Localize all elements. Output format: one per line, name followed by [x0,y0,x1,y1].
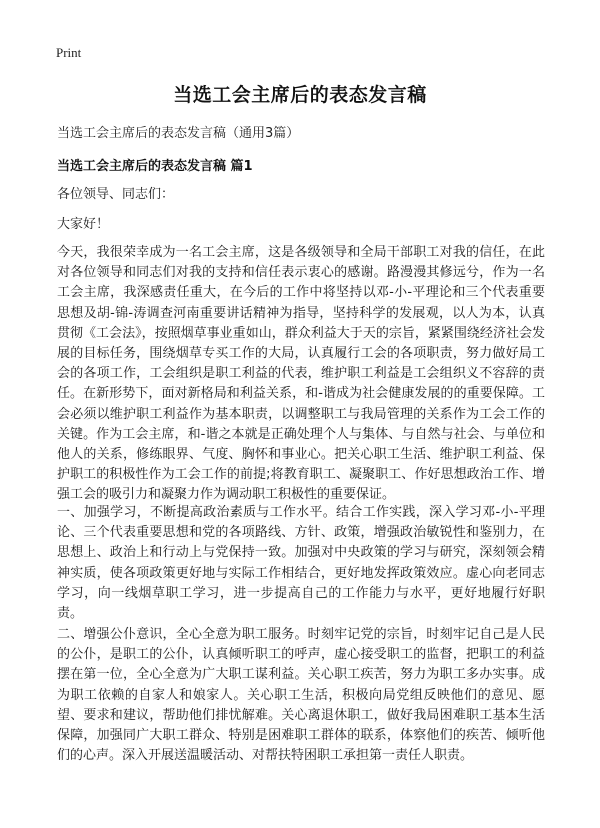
document-subtitle: 当选工会主席后的表态发言稿（通用3篇） [57,126,300,141]
body-paragraph: 一、加强学习，不断提高政治素质与工作水平。结合工作实践，深入学习邓-小-平理论、三个代表重要思想和党的各项路线、方针、政策，增强政治敏锐性和鉴别力，在思想上、政治上和行动上与党保持一致。加强对中央政策的学习与研究，深刻领会精神实质，使各项政策更好地与实际工作相结合，更好地发挥政策效应。虚心向老同志学习，向一线烟草职工学习，进一步提高自己的工作能力与水平，更好地履行好职责。 [57,505,545,622]
body-paragraph: 二、增强公仆意识，全心全意为职工服务。时刻牢记党的宗旨，时刻牢记自己是人民的公仆，是职工的公仆，认真倾听职工的呼声，虚心接受职工的监督，把职工的利益摆在第一位，全心全意为广大职工谋利益。关心职工疾苦，努力为职工多办实事。成为职工依赖的自家人和娘家人。关心职工生活，积极向局党组反映他们的意见、愿望、要求和建议，帮助他们排忧解难。关心离退休职工，做好我局困难职工基本生活保障，加强同广大职工群众、特别是困难职工群体的联系，体察他们的疾苦、倾听他们的心声。深入开展送温暖活动、对帮扶特困职工承担第一责任人职责。 [57,627,545,764]
section-heading: 当选工会主席后的表态发言稿 篇1 [57,159,253,174]
document-title: 当选工会主席后的表态发言稿 [173,84,427,106]
greeting: 大家好！ [57,217,110,232]
print-link[interactable]: Print [56,45,82,60]
salutation: 各位领导、同志们： [57,187,175,202]
body-paragraph: 今天，我很荣幸成为一名工会主席，这是各级领导和全局干部职工对我的信任，在此对各位领导和同志们对我的支持和信任表示衷心的感谢。路漫漫其修远兮，作为一名工会主席，我深感责任重大，在今后的工作中将坚持以邓-小-平理论和三个代表重要思想及胡-锦-涛调查河南重要讲话精神为指导，坚持科学的发展观，以人为本，认真贯彻《工会法》，按照烟草事业重如山，群众利益大于天的宗旨，紧紧围绕经济社会发展的目标任务，围绕烟草专买工作的大局，认真履行工会的各项职责，努力做好局工会的各项工作，工会组织是职工利益的代表，维护职工利益是工会组织义不容辞的责任。在新形势下，面对新格局和利益关系，和-谐成为社会健康发展的的重要保障。工会必须以维护职工利益作为基本职责，以调整职工与我局管理的关系作为工会工作的关键。作为工会主席，和-谐之本就是正确处理个人与集体、与自然与社会、与单位和他人的关系，修练眼界、气度、胸怀和事业心。把关心职工生活、维护职工利益、保护职工的积极性作为工会工作的前提;将教育职工、凝聚职工、作好思想政治工作、增强工会的吸引力和凝聚力作为调动职工积极性的重要保证。 [57,245,545,503]
